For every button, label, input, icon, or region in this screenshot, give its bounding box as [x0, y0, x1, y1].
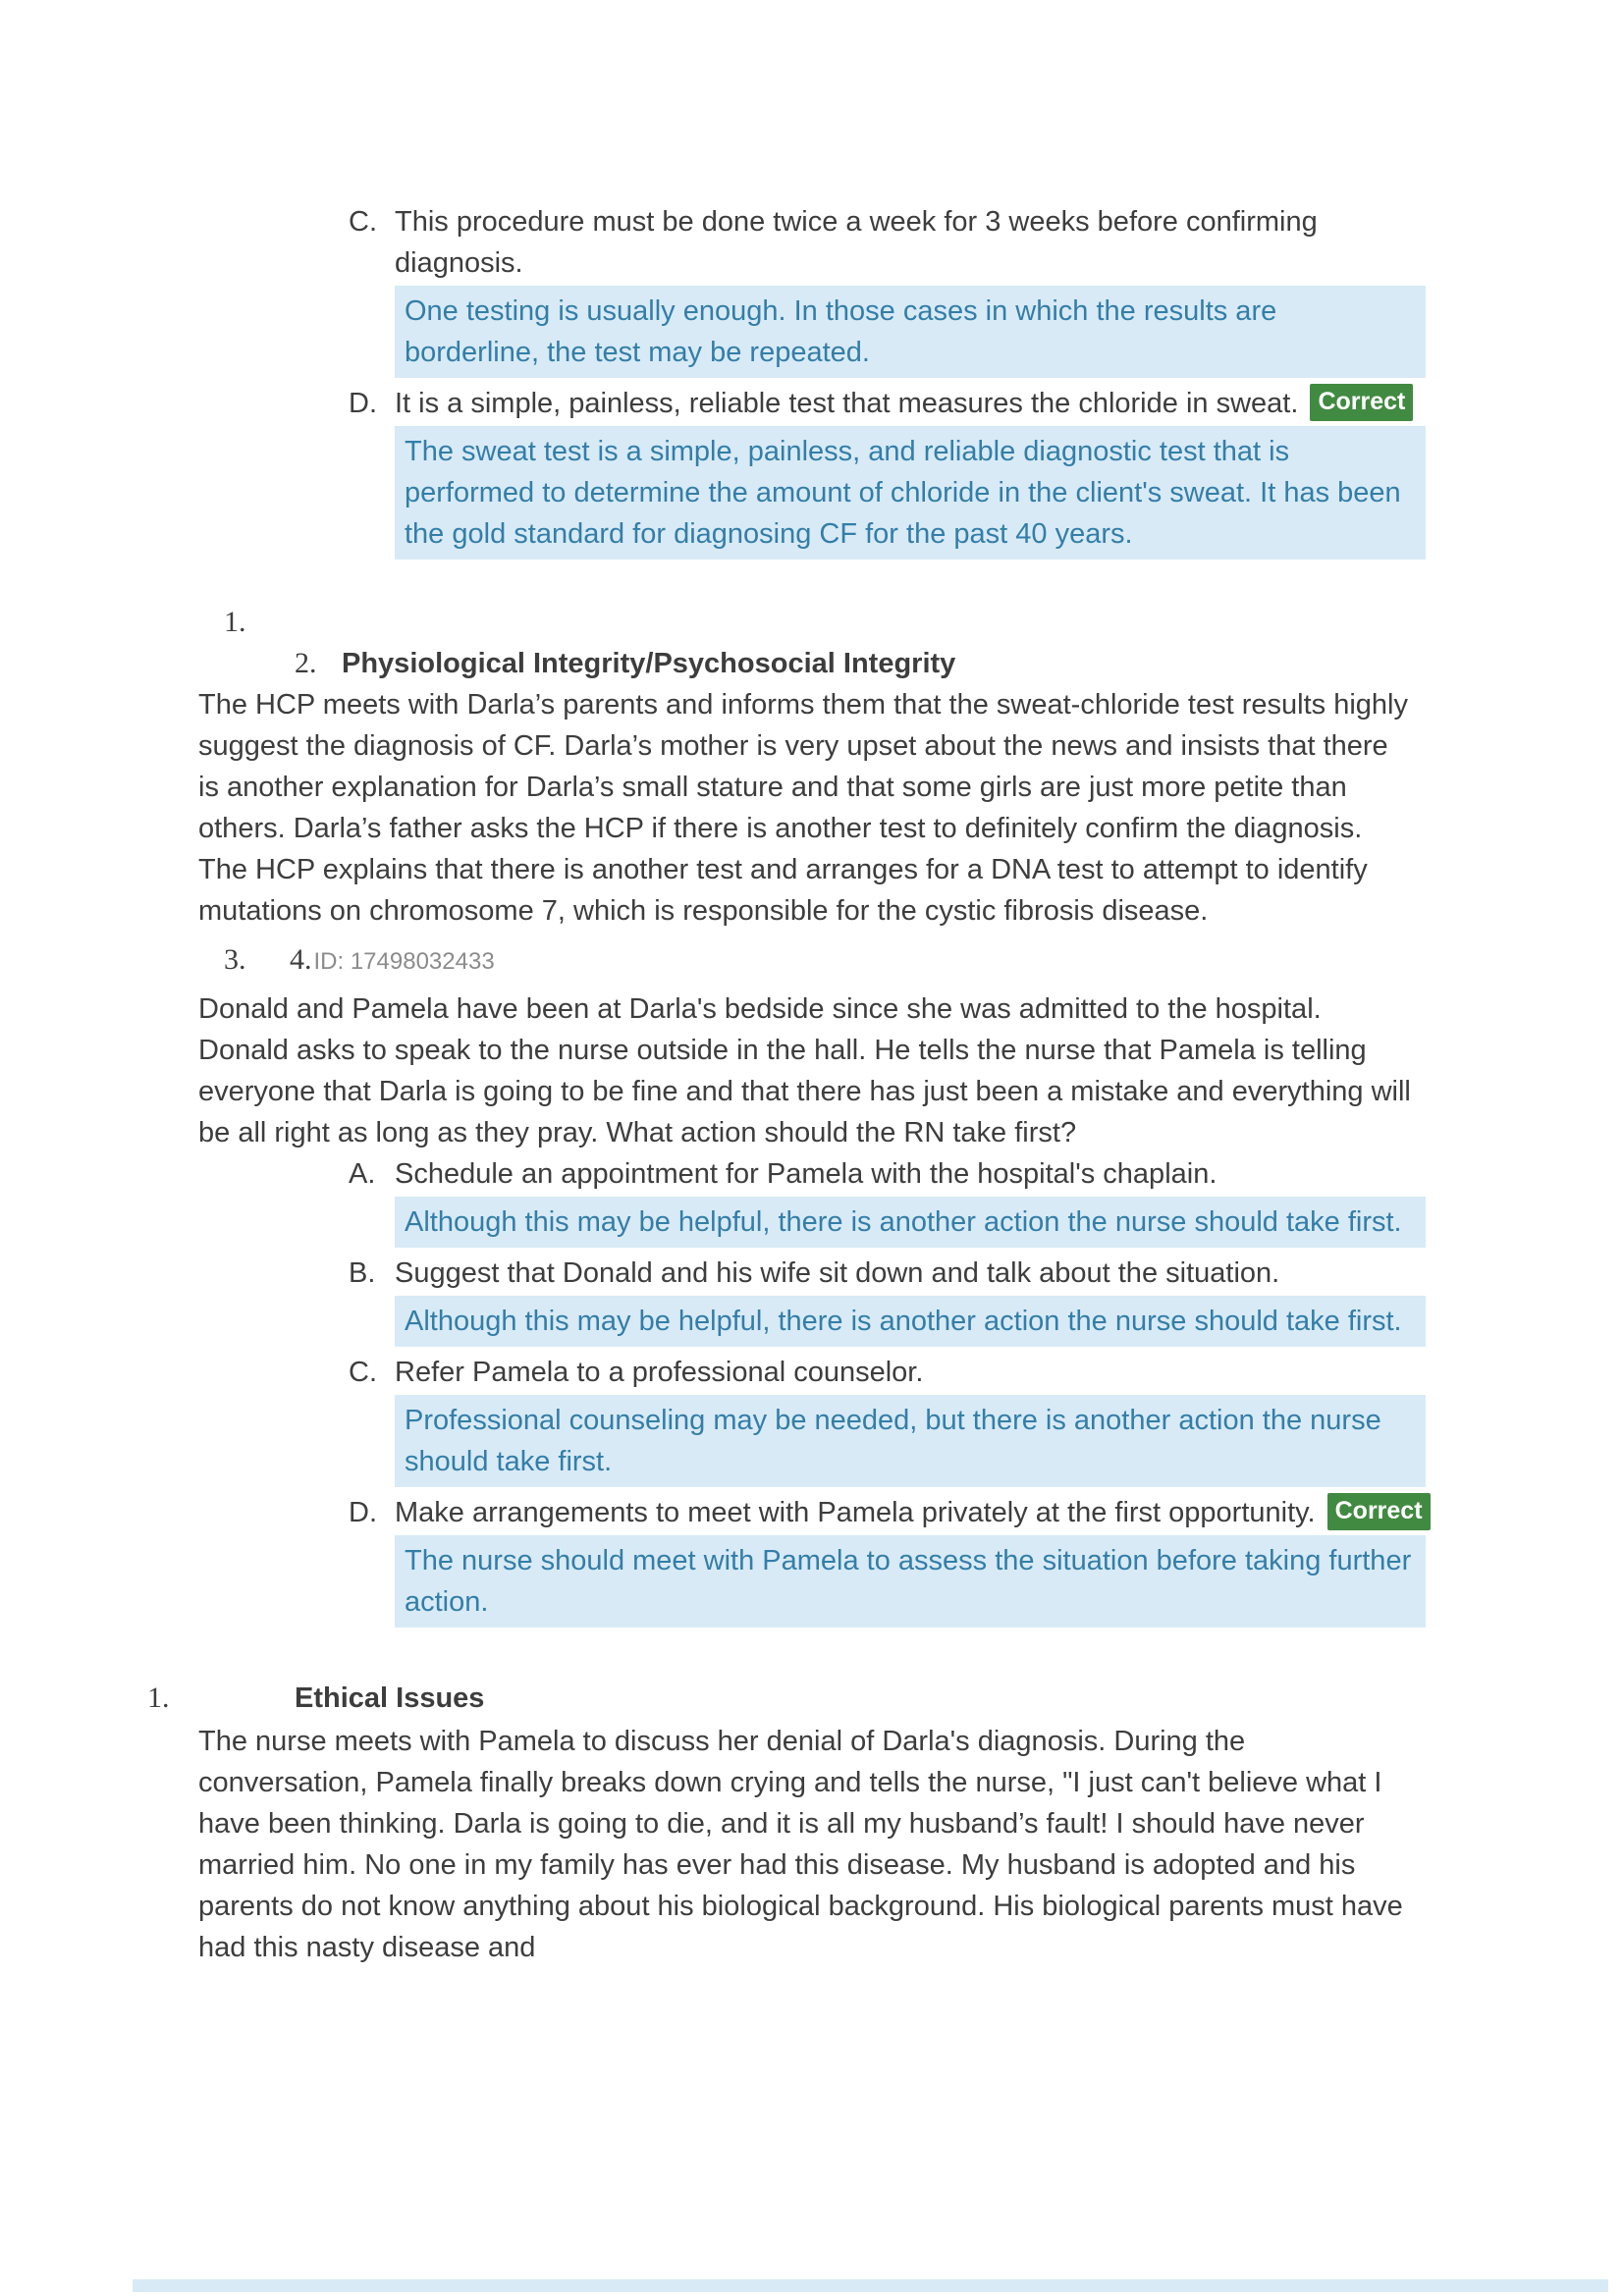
list-number-4: 4. — [290, 943, 312, 976]
correct-badge: Correct — [1327, 1493, 1431, 1530]
question-id-line — [224, 939, 1623, 983]
option-body — [395, 383, 1440, 564]
question-id: ID: 17498032433 — [313, 948, 495, 975]
integrity-heading-title: Physiological Integrity/Psychosocial Integrity — [342, 648, 956, 679]
rationale-box: Although this may be helpful, there is another action the nurse should take first. — [395, 1197, 1426, 1248]
option-text: Suggest that Donald and his wife sit down and talk about the situation. — [395, 1257, 1280, 1289]
option-row-a — [349, 1153, 1623, 1253]
list-number: 2. — [295, 647, 317, 679]
option-text: Refer Pamela to a professional counselor. — [395, 1357, 924, 1388]
rationale-box: The sweat test is a simple, painless, and reliable diagnostic test that is performed to determine the amount of chloride in the client's sweat. It has been the gold standard for diagnosing CF for the past 40 years. — [395, 426, 1426, 560]
rationale-box: Professional counseling may be needed, but there is another action the nurse should take first. — [395, 1395, 1426, 1487]
option-text: This procedure must be done twice a week for 3 weeks before confirming diagnosis. — [395, 206, 1318, 279]
option-row-d — [349, 1492, 1623, 1632]
option-letter: B. — [349, 1257, 376, 1289]
option-body — [395, 1253, 1440, 1352]
ethical-paragraph: The nurse meets with Pamela to discuss her denial of Darla's diagnosis. During the conversation, Pamela finally breaks down crying and tells the nurse, "I just can't believe what I have been thinking. Darla is going to die, and it is all my husband’s fault! I should have never married him. No one in my family has ever had this disease. My husband is adopted and his parents do not know anything about his biological background. His biological parents must have had this nasty disease and — [198, 1726, 1403, 1963]
option-text — [395, 1492, 1435, 1533]
option-row-c — [349, 1352, 1623, 1492]
option-text-content: It is a simple, painless, reliable test that measures the chloride in sweat. — [395, 388, 1299, 419]
option-letter: D. — [349, 388, 377, 419]
option-text: Schedule an appointment for Pamela with the hospital's chaplain. — [395, 1158, 1217, 1190]
sweat-test-options — [0, 201, 1623, 564]
rationale-box: One testing is usually enough. In those cases in which the results are borderline, the test may be repeated. — [395, 286, 1426, 378]
rationale-box: Although this may be helpful, there is another action the nurse should take first. — [395, 1296, 1426, 1347]
option-row-d — [349, 383, 1623, 564]
integrity-paragraph: The HCP meets with Darla’s parents and informs them that the sweat-chloride test results highly suggest the diagnosis of CF. Darla’s mother is very upset about the news and insists that there is another explanation for Darla’s small stature and that some girls are just more petite than others. Darla’s father asks the HCP if there is another test to definitely confirm the diagnosis. The HCP explains that there is another test and arranges for a DNA test to attempt to identify mutations on chromosome 7, which is responsible for the cystic fibrosis disease. — [198, 689, 1408, 927]
option-body — [395, 201, 1440, 383]
ethical-heading — [147, 1678, 1623, 1719]
rationale-box: The nurse should meet with Pamela to assess the situation before taking further action. — [395, 1535, 1426, 1628]
list-number-3: 3. — [224, 943, 246, 976]
option-letter: A. — [349, 1158, 376, 1190]
list-item-1-marker — [224, 602, 1623, 643]
option-letter: D. — [349, 1497, 377, 1528]
option-body — [395, 1153, 1440, 1253]
option-text — [395, 383, 1435, 424]
option-letter: C. — [349, 206, 377, 238]
list-number: 1. — [224, 606, 246, 638]
integrity-heading — [295, 643, 1623, 684]
option-body — [395, 1492, 1440, 1632]
option-text-content: Make arrangements to meet with Pamela privately at the first opportunity. — [395, 1497, 1316, 1528]
list-number: 1. — [147, 1682, 170, 1714]
option-letter: C. — [349, 1357, 377, 1388]
option-row-b — [349, 1253, 1623, 1352]
question-stem: Donald and Pamela have been at Darla's bedside since she was admitted to the hospital. Donald asks to speak to the nurse outside in the hall. He tells the nurse that Pamela is telling everyone that Darla is going to be fine and that there has just been a mistake and everything will be all right as long as they pray. What action should the RN take first? — [198, 993, 1411, 1148]
ethical-heading-title: Ethical Issues — [295, 1682, 485, 1714]
option-body — [395, 1352, 1440, 1492]
rn-action-options — [0, 1153, 1623, 1632]
next-rationale-sliver — [133, 2279, 1608, 2292]
option-row-c — [349, 201, 1623, 383]
correct-badge: Correct — [1310, 384, 1413, 421]
